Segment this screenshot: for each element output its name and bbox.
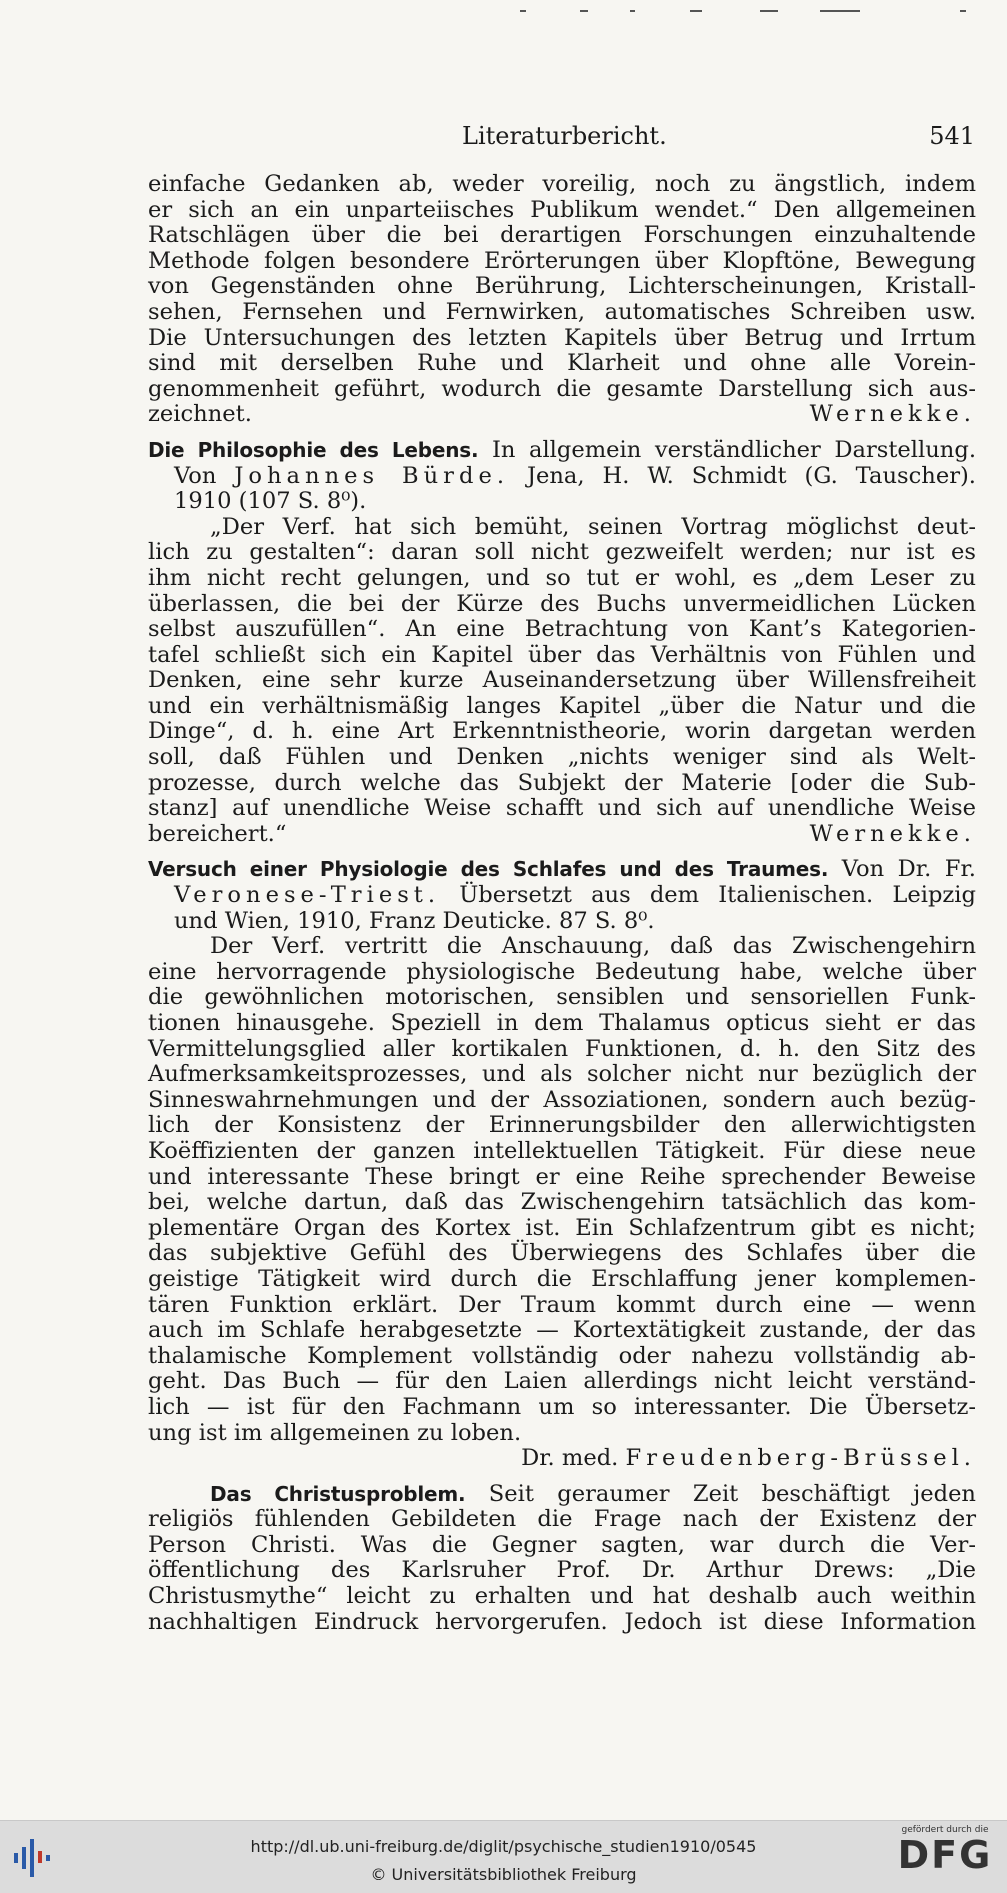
- text-line: Die Untersuchungen des letzten Kapitels über Betrug und Irrtum: [148, 324, 976, 351]
- text-line: lich zu gestalten“: daran soll nicht gezweifelt werden; nur ist es: [148, 539, 976, 566]
- review-philosophie-des-lebens: [148, 438, 976, 848]
- text-line: von Gegenständen ohne Berührung, Lichterscheinungen, Kristall-: [148, 273, 976, 300]
- main-text: [148, 172, 976, 1635]
- text-line: geht. Das Buch — für den Laien allerdings nicht leicht verständ-: [148, 1368, 976, 1395]
- publication-info: und Wien, 1910, Franz Deuticke. 87 S. 8⁰.: [174, 907, 655, 934]
- text-line: Vermittelungsglied aller kortikalen Funktionen, d. h. den Sitz des: [148, 1035, 976, 1062]
- review-heading: Versuch einer Physiologie des Schlafes und des Traumes.: [148, 857, 829, 882]
- book-author: Veronese-Triest.: [174, 882, 441, 909]
- text-line: zeichnet.: [148, 401, 252, 428]
- publisher: Jena, H. W. Schmidt (G. Tauscher).: [526, 462, 976, 489]
- review-title-line: Die Philosophie des Lebens. In allgemein verständlicher Darstellung.: [148, 436, 976, 463]
- text-line: einfache Gedanken ab, weder voreilig, noch zu ängstlich, indem: [148, 171, 976, 197]
- text-line: Aufmerksamkeitsprozesses, und als solcher nicht nur bezüglich der: [148, 1061, 976, 1088]
- text-line: stanz] auf unendliche Weise schafft und sich auf unendliche Weise: [148, 795, 976, 822]
- publication-info: 1910 (107 S. 8⁰).: [174, 488, 367, 515]
- source-url-link[interactable]: http://dl.ub.uni-freiburg.de/diglit/psychische_studien1910/0545: [250, 1837, 757, 1856]
- review-physiologie-des-schlafes: [148, 857, 976, 1471]
- text-line: und interessante These bringt er eine Reihe sprechender Beweise: [148, 1163, 976, 1190]
- text-line: Methode folgen besondere Erörterungen über Klopftöne, Bewegung: [148, 247, 976, 274]
- text-line: sind mit derselben Ruhe und Klarheit und ohne alle Vorein-: [148, 350, 976, 377]
- text-line: ihm nicht recht gelungen, und so tut er wohl, es „dem Leser zu: [148, 564, 976, 591]
- text-line: soll, daß Fühlen und Denken „nichts weniger sind als Welt-: [148, 744, 976, 771]
- text-line: nachhaltigen Eindruck hervorgerufen. Jedoch ist diese Information: [148, 1608, 976, 1635]
- text-line: plementäre Organ des Kortex ist. Ein Schlafzentrum gibt es nicht;: [148, 1214, 976, 1241]
- text-line: öffentlichung des Karlsruher Prof. Dr. Arthur Drews: „Die: [148, 1557, 976, 1584]
- text-line: Koëffizienten der ganzen intellektuellen Tätigkeit. Für diese neue: [148, 1137, 976, 1164]
- text-line: ung ist im allgemeinen zu loben.: [148, 1419, 522, 1446]
- review-title-line: Das Christusproblem. Seit geraumer Zeit beschäftigt jeden: [210, 1480, 976, 1507]
- text-line: religiös fühlenden Gebildeten die Frage nach der Existenz der: [148, 1506, 976, 1533]
- digitization-footer: [0, 1820, 1007, 1893]
- text-line: tären Funktion erklärt. Der Traum kommt durch eine — wenn: [148, 1291, 976, 1318]
- text-line: tafel schließt sich ein Kapitel über das Verhältnis von Fühlen und: [148, 641, 976, 668]
- text-line: lich der Konsistenz der Erinnerungsbilder den allerwichtigsten: [148, 1112, 976, 1139]
- review-christusproblem: [148, 1482, 976, 1636]
- review-heading: Das Christusproblem.: [210, 1481, 466, 1506]
- paragraph-continuation: [148, 172, 976, 428]
- reviewer-signature: Wernekke.: [809, 820, 976, 847]
- closing-line: [148, 402, 976, 428]
- text-line: und ein verhältnismäßig langes Kapitel „über die Natur und die: [148, 692, 976, 719]
- dfg-logo-text: DFG: [897, 1833, 993, 1877]
- funding-label: gefördert durch die: [901, 1825, 989, 1835]
- dfg-logo: [895, 1825, 995, 1875]
- text-line: auch im Schlafe herabgesetzte — Kortextätigkeit zustande, der das: [148, 1317, 976, 1344]
- text-line: bei, welche dartun, daß das Zwischengehirn tatsächlich das kom-: [148, 1189, 976, 1216]
- page-number: 541: [929, 122, 975, 150]
- review-heading: Die Philosophie des Lebens.: [148, 437, 479, 462]
- text-line: das subjektive Gefühl des Überwiegens des Schlafes über die: [148, 1240, 976, 1267]
- text-line: lich — ist für den Fachmann um so interessanter. Die Übersetz-: [148, 1393, 976, 1420]
- text-line: selbst auszufüllen“. An eine Betrachtung von Kant’s Kategorien-: [148, 616, 976, 643]
- copyright-notice: © Universitätsbibliothek Freiburg: [370, 1865, 637, 1884]
- text-line: tionen hinausgehe. Speziell in dem Thalamus opticus sieht er das: [148, 1010, 976, 1036]
- text-line: Dinge“, d. h. eine Art Erkenntnistheorie, worin dargetan werden: [148, 718, 976, 745]
- text-line: prozesse, durch welche das Subjekt der Materie [oder die Sub-: [148, 769, 976, 796]
- text-line: Denken, eine sehr kurze Auseinandersetzung über Willensfreiheit: [148, 667, 976, 694]
- closing-line: [148, 822, 976, 848]
- review-author-line: Von Johannes Bürde. Jena, H. W. Schmidt (G. Tauscher).: [174, 462, 976, 489]
- text-line: Christusmythe“ leicht zu erhalten und hat deshalb auch weithin: [148, 1583, 976, 1610]
- text-line: eine hervorragende physiologische Bedeutung habe, welche über: [148, 958, 976, 985]
- text-line: „Der Verf. hat sich bemüht, seinen Vortrag möglichst deut-: [210, 513, 976, 540]
- text-line: thalamische Komplement vollständig oder nahezu vollständig ab-: [148, 1342, 976, 1369]
- text-line: die gewöhnlichen motorischen, sensiblen und sensoriellen Funk-: [148, 984, 976, 1011]
- running-title: Literaturbericht.: [462, 122, 667, 150]
- running-header: [148, 122, 975, 156]
- reviewer-signature-line: Dr. med. Freudenberg-Brüssel.: [521, 1445, 976, 1472]
- reviewer-signature: Freudenberg-Brüssel.: [625, 1445, 976, 1472]
- text-line: er sich an ein unparteiisches Publikum wendet.“ Den allgemeinen: [148, 196, 976, 223]
- text-line: Ratschlägen über die bei derartigen Forschungen einzuhaltende: [148, 222, 976, 249]
- text-line: Sinneswahrnehmungen und der Assoziationen, sondern auch bezüg-: [148, 1086, 976, 1113]
- top-edge-marks: [520, 0, 980, 6]
- text-line: sehen, Fernsehen und Fernwirken, automatisches Schreiben usw.: [148, 298, 976, 325]
- text-line: genommenheit geführt, wodurch die gesamte Darstellung sich aus-: [148, 375, 976, 402]
- book-author: Johannes Bürde.: [234, 462, 509, 489]
- text-line: bereichert.“: [148, 820, 287, 847]
- review-title-line: Versuch einer Physiologie des Schlafes und des Traumes. Von Dr. Fr.: [148, 856, 976, 883]
- text-line: Der Verf. vertritt die Anschauung, daß das Zwischengehirn: [210, 933, 976, 960]
- review-author-line: Veronese-Triest. Übersetzt aus dem Italienischen. Leipzig: [174, 882, 976, 909]
- text-line: überlassen, die bei der Kürze des Buchs unvermeidlichen Lücken: [148, 590, 976, 617]
- text-line: Person Christi. Was die Gegner sagten, war durch die Ver-: [148, 1531, 976, 1558]
- reviewer-signature: Wernekke.: [809, 401, 976, 428]
- text-line: geistige Tätigkeit wird durch die Erschlaffung jener komplemen-: [148, 1265, 976, 1292]
